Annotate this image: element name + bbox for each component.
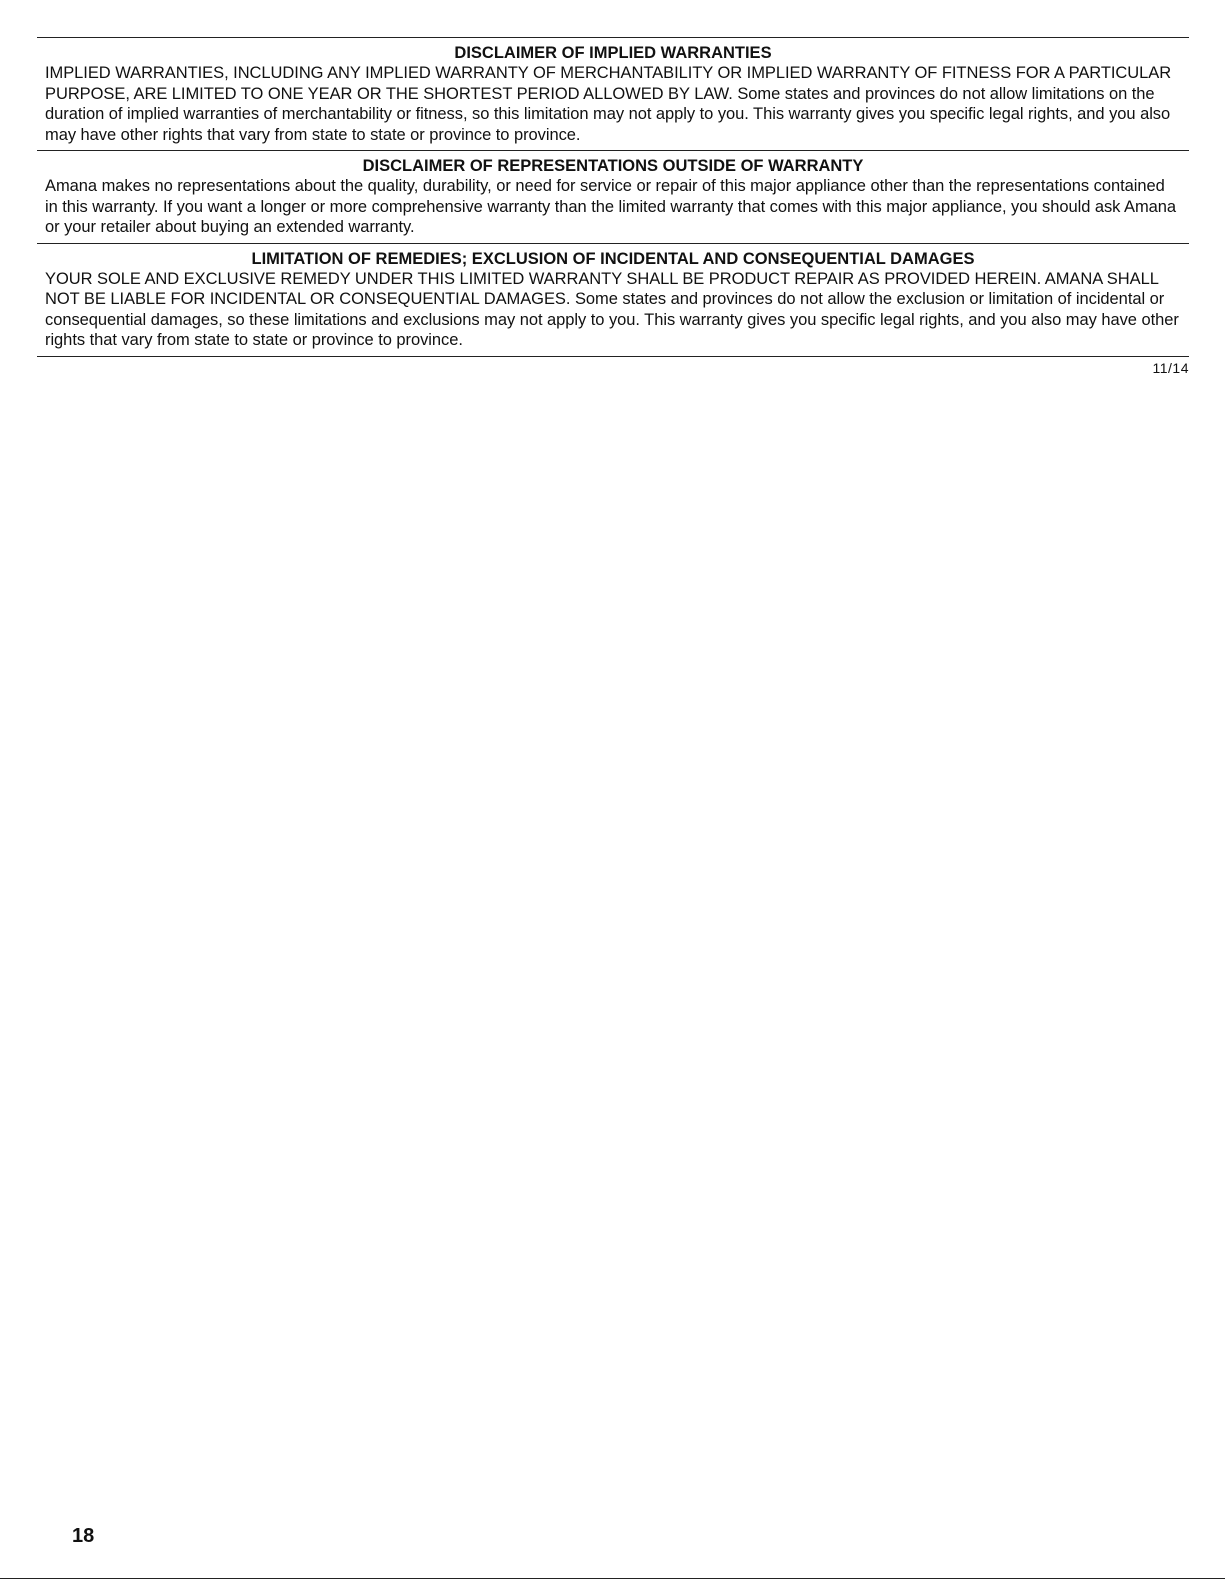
section-heading: DISCLAIMER OF REPRESENTATIONS OUTSIDE OF WARRANTY [362,157,864,175]
page-number: 18 [72,1525,95,1547]
section-heading: DISCLAIMER OF IMPLIED WARRANTIES [454,44,772,62]
divider [37,356,1189,357]
limitation-of-remedies-section [37,244,1189,356]
bottom-divider [0,1578,1225,1579]
representations-section [37,151,1189,243]
section-body: IMPLIED WARRANTIES, INCLUDING ANY IMPLIED WARRANTY OF MERCHANTABILITY OR IMPLIED WARRANTY OF FITNESS FOR A PARTICULAR PURPOSE, ARE LIMITED TO ONE YEAR OR THE SHORTEST PERIOD ALLOWED BY LAW. Some states and provinces do not allow limitations on the duration of implied warranties of merchantability or fitness, so this limitation may not apply to you. This warranty gives you specific legal rights, and you also may have other rights that vary from state to state or province to province. [45,64,1172,144]
revision-date: 11/14 [1152,359,1189,376]
section-body: YOUR SOLE AND EXCLUSIVE REMEDY UNDER THIS LIMITED WARRANTY SHALL BE PRODUCT REPAIR AS PROVIDED HEREIN. AMANA SHALL NOT BE LIABLE FOR INCIDENTAL OR CONSEQUENTIAL DAMAGES. Some states and provinces do not allow the exclusion or limitation of incidental or consequential damages, so these limitations and exclusions may not apply to you. This warranty gives you specific legal rights, and you also may have other rights that vary from state to state or province to province. [45,269,1179,349]
section-heading: LIMITATION OF REMEDIES; EXCLUSION OF INCIDENTAL AND CONSEQUENTIAL DAMAGES [251,249,975,268]
warranty-document [37,37,1189,376]
implied-warranties-section [37,38,1189,150]
section-body: Amana makes no representations about the quality, durability, or need for service or repair of this major appliance other than the representations contained in this warranty. If you want a longer or more comprehensive warranty than the limited warranty that comes with this major appliance, you should ask Amana or your retailer about buying an extended warranty. [45,177,1177,236]
